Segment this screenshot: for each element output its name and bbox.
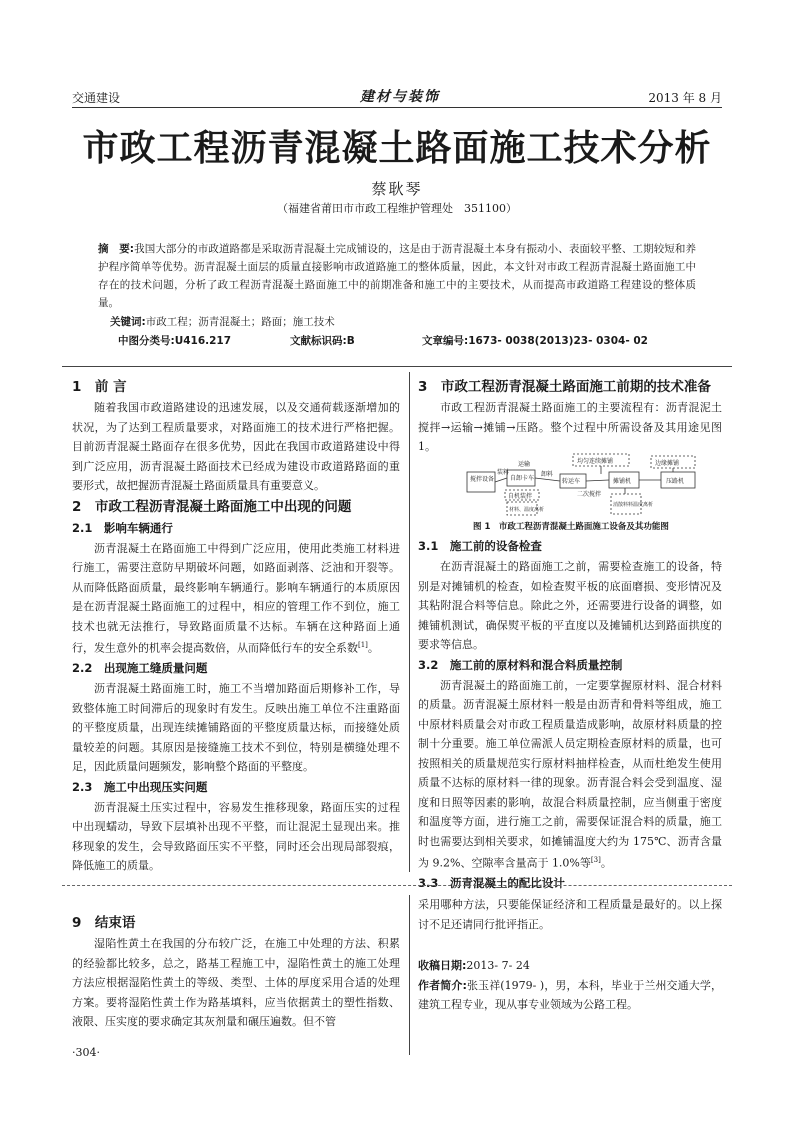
received-value: 2013- 7- 24 [466,959,530,972]
author-bio-text: 张玉祥(1979- )，男，本科，毕业于兰州交通大学，建筑工程专业，现从事专业领域为公路工程。 [418,978,722,1011]
left-column [72,376,400,876]
affiliation: （福建省莆田市市政工程维护管理处 351100） [277,202,517,215]
fig-label-3: 装料 [497,469,510,476]
figure-caption: 图 1 市政工程沥青混凝土路面施工设备及其功能图 [473,522,669,532]
section-3-2-heading: 3.2 施工前的原材料和混合料质量控制 [418,657,623,672]
section-9-heading: 9 结束语 [72,915,136,931]
citation: [1] [358,641,368,649]
received-label: 收稿日期: [418,959,467,972]
fig-label-9: 摊铺机 [613,478,632,485]
section-2-3-paragraph: 沥青混凝土压实过程中，容易发生推移现象，路面压实的过程中出现蠕动，导致下层填补出现不平整，而让混泥土显现出来。推移现象的发生，会导致路面压实不平整，同时还会出现局部裂痕，降低施工的质量。 [72,800,400,873]
author-bio [418,976,722,1015]
column-divider-bottom [409,895,410,1055]
section-9-continued: 采用哪种方法，只要能保证经济和工程质量是最好的。以上探讨不足还请同行批评指正。 [418,898,722,931]
received-date [418,956,722,976]
section-2-2-paragraph: 沥青混凝土路面施工时，施工不当增加路面后期修补工作，导致整体施工时间滞后的现象时有发生。反映出施工单位不注重路面的平整度质量，出现连续摊铺路面的平整度质量达标，而接缝处质量较差的问题。其原因是接缝施工技术不到位，特别是横缝处理不足，因此质量问题频发，影响整个路面的平整度。 [72,682,400,774]
section-3-1-heading: 3.1 施工前的设备检查 [418,539,542,553]
section-3-2-text: 沥青混凝土的路面施工前，一定要掌握原材料、混合材料的质量。沥青混凝土原材料一般是由沥青和骨料等组成，施工中原材料质量会对市政工程质量造成影响，故原材料质量的控制十分重要。施工单位需派人员定期检查原材料的质量，也可按照相关的质量规范实行原材料抽样检查，从而杜绝发生使用质量不达标的原材料一律的现象。沥青混合料会受到温度、湿度和日照等因素的影响，故混合料质量控制，应当侧重于密度和温度等方面，进行施工之前，需要保证混合料的质量，施工时也需要达到相关要求，如摊铺温度大约为 175℃、沥青含量为 9.2%、空隙率含量高于 1.0%等 [418,678,722,870]
article-separator [62,885,732,886]
fig-label-10: 压路机 [666,478,685,485]
fig-label-8: 边缘摊铺 [655,460,680,467]
fig-label-7: 二次搅拌 [577,491,602,498]
section-3-3-heading: 3.3 沥青混凝土的配比设计 [418,876,565,891]
section-3-2-end: 。 [600,856,612,870]
fig-label-13: 消散料料温度离析 [613,502,654,508]
right-column [418,376,722,457]
section-2-1-text: 沥青混凝土在路面施工中得到广泛应用，使用此类施工材料进行施工，需要注意防早期破坏问题，如路面剥落、泛油和开裂等。从而降低路面质量，最终影响车辆通行。影响车辆通行的本质原因是在沥青混凝土路面施工的过程中，相应的管理工作不到位，施工技术也就无法推行，导致路面质量不达标。车辆在这种路面上通行，发生意外的机率会提高数倍，从而降低行车的安全系数 [72,541,400,655]
column-divider [409,372,410,872]
journal-section: 交通建设 [72,91,121,105]
fig-label-0: 搅拌设备 [470,476,495,483]
section-2-2-heading: 2.2 出现施工缝质量问题 [72,661,208,676]
abstract [98,240,696,312]
section-3-2-paragraph [418,676,722,874]
right-column-lower [418,536,722,894]
section-separator [62,366,732,367]
keywords-text: 市政工程；沥青混凝土；路面；施工技术 [145,316,335,328]
section-3-1-paragraph: 在沥青混凝土的路面施工之前，需要检查施工的设备，特别是对摊铺机的检查，如检查熨平板的底面磨损、变形情况及其粘附混合料等信息。除此之外，还需要进行设备的调整，如摊铺机测试，确保熨平板的平直度以及摊铺机达到路面拱度的要求等信息。 [418,560,722,651]
section-2-1-end: 。 [367,641,379,655]
fig-label-12: 材料、温度离析 [509,507,545,513]
section-2-3-heading: 2.3 施工中出现压实问题 [72,779,208,794]
section-2-1-paragraph [72,539,400,659]
section-3-paragraph: 市政工程沥青混凝土路面施工的主要流程有：沥青混泥土搅拌→运输→摊铺→压路。整个过程中所需设备及其用途见图 1。 [418,401,722,453]
fig-label-5: 均匀连续摊铺 [577,458,614,465]
conclusion-right [418,895,722,1015]
article-number: 文章编号:1673- 0038(2013)23- 0304- 02 [422,335,648,347]
abstract-text: 我国大部分的市政道路都是采取沥青混凝土完成铺设的，这是由于沥青混凝土本身有振动小、表面较平整、工期较短和养护程序简单等优势。沥青混凝土面层的质量直接影响市政道路施工的整体质量，因此，本文针对市政工程沥青混凝土路面施工中存在的技术问题，分析了政工程沥青混凝土路面施工中的前期准备和施工中的主要技术，从而提高市政道路工程建设的整体质量。 [98,243,696,309]
section-1-heading: 1 前 言 [72,379,127,395]
section-2-heading: 2 市政工程沥青混凝土路面施工中出现的问题 [72,498,352,515]
doc-code: 文献标识码:B [290,335,355,347]
page-number: ·304· [72,1046,100,1059]
section-1-paragraph: 随着我国市政道路建设的迅速发展，以及交通荷载逐渐增加的状况，为了达到工程质量要求，对路面施工的技术进行严格把握。目前沥青混凝土路面存在很多优势，因此在我国市政道路建设中得到广泛应用，沥青混凝土路面技术已经成为建设市政道路路面的重要形式，故把握沥青混凝土路面质量具有重要意义。 [72,401,400,492]
keywords-label: 关键词: [110,316,146,328]
paper-title: 市政工程沥青混凝土路面施工技术分析 [82,127,712,169]
fig-label-6: 转运车 [562,478,581,485]
fig-label-1: 运输 [518,461,531,468]
abstract-label: 摘 要: [98,243,135,255]
author-name: 蔡耿琴 [371,180,423,198]
issue-date: 2013 年 8 月 [648,91,722,105]
journal-logo: 建材与装饰 [360,89,440,105]
section-9-paragraph: 湿陷性黄土在我国的分布较广泛，在施工中处理的方法、积累的经验都比较多，总之，路基工程施工中，湿陷性黄土的施工处理方法应根据湿陷性黄土的等级、类型、土体的厚度采用合适的处理方案。要将湿陷性黄土作为路基填料，应当依据黄土的塑性指数、液限、压实度的要求确定其灰剂量和碾压遍数。但不管 [72,937,400,1028]
flow-diagram [465,452,727,516]
fig-label-11: 自机装拌 [508,493,533,500]
section-2-1-heading: 2.1 影响车辆通行 [72,520,173,535]
clc-number: 中图分类号:U416.217 [118,335,232,347]
conclusion-column [72,912,400,1032]
keywords [110,314,696,329]
fig-label-4: 卸料 [541,471,554,478]
citation: [3] [590,856,601,864]
header-rule [72,107,722,108]
fig-label-2: 自卸卡车 [510,475,535,482]
section-3-heading: 3 市政工程沥青混凝土路面施工前期的技术准备 [418,379,711,395]
author-bio-label: 作者简介: [418,978,467,992]
